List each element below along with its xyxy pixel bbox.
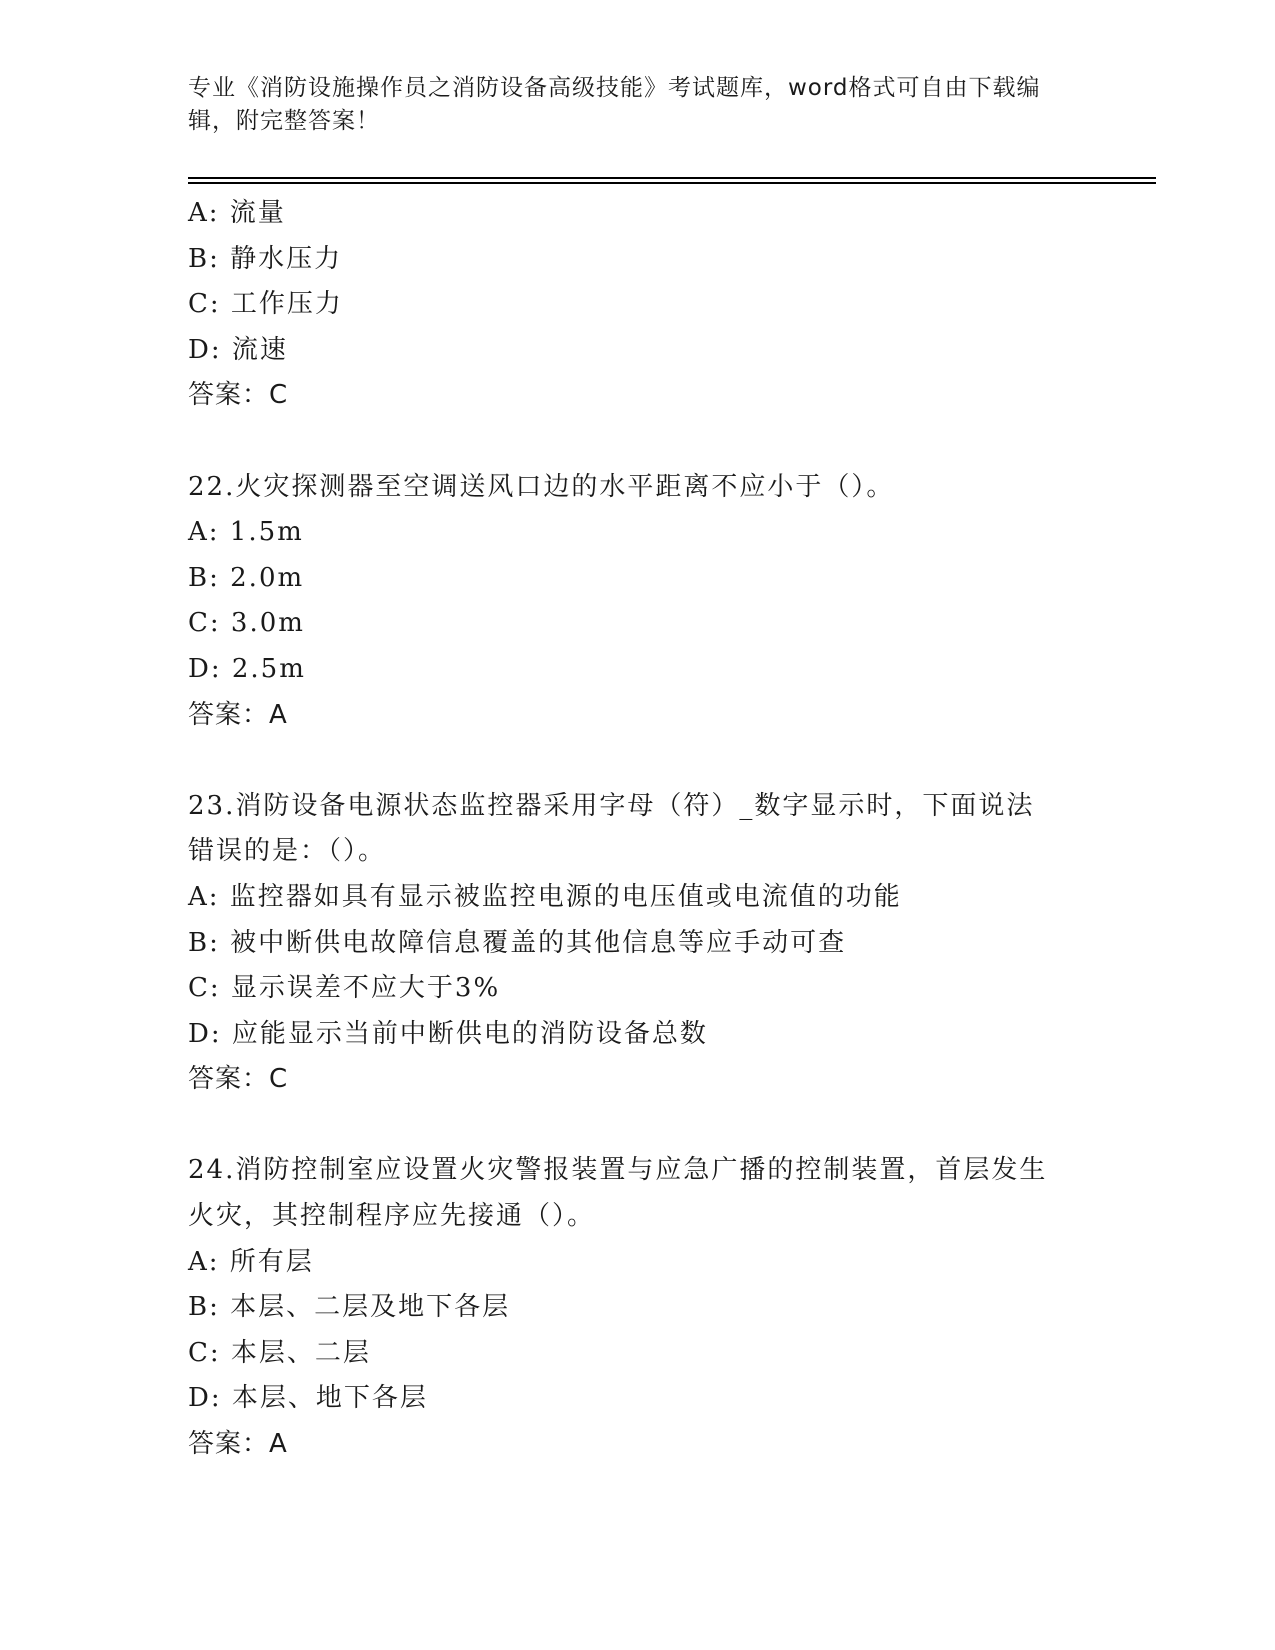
q22-option-a: A: 1.5m	[188, 517, 304, 548]
question-list	[188, 191, 1088, 1468]
spacer	[188, 1103, 1088, 1149]
q23-option-a: A: 监控器如具有显示被监控电源的电压值或电流值的功能	[188, 881, 902, 912]
q22-option-d: D: 2.5m	[188, 653, 306, 684]
question-21	[188, 191, 1088, 419]
q23-option-c: C: 显示误差不应大于3%	[188, 973, 501, 1004]
q22-option-c: C: 3.0m	[188, 608, 305, 639]
question-24	[188, 1148, 1088, 1467]
q21-option-a: A: 流量	[188, 198, 286, 228]
q21-option-b: B: 静水压力	[188, 243, 343, 274]
q24-option-a: A: 所有层	[188, 1246, 314, 1277]
spacer	[188, 738, 1088, 784]
q24-option-c: C: 本层、二层	[188, 1337, 371, 1368]
q21-option-d: D: 流速	[188, 334, 288, 365]
header-divider-bottom	[188, 182, 1156, 184]
q24-option-d: D: 本层、地下各层	[188, 1383, 428, 1414]
q24-answer: 答案：A	[188, 1429, 288, 1460]
q22-option-b: B: 2.0m	[188, 562, 305, 593]
document-header	[188, 72, 1068, 138]
q24-stem-line-2: 火灾，其控制程序应先接通（）。	[188, 1201, 596, 1232]
q22-stem: 22.火灾探测器至空调送风口边的水平距离不应小于（）。	[188, 471, 895, 502]
question-23	[188, 784, 1088, 1103]
question-22	[188, 465, 1088, 739]
q23-option-b: B: 被中断供电故障信息覆盖的其他信息等应手动可查	[188, 927, 847, 958]
header-line-1: 专业《消防设施操作员之消防设备高级技能》考试题库，word格式可自由下载编	[188, 75, 1041, 101]
header-line-2: 辑，附完整答案！	[188, 108, 380, 134]
header-divider-top	[188, 177, 1156, 179]
q21-answer: 答案：C	[188, 380, 289, 411]
q23-stem-line-1: 23.消防设备电源状态监控器采用字母（符）_数字显示时，下面说法	[188, 790, 1035, 821]
q23-answer: 答案：C	[188, 1064, 289, 1095]
q24-stem-line-1: 24.消防控制室应设置火灾警报装置与应急广播的控制装置，首层发生	[188, 1155, 1048, 1186]
q23-stem-line-2: 错误的是：（）。	[188, 836, 387, 867]
q23-option-d: D: 应能显示当前中断供电的消防设备总数	[188, 1018, 708, 1049]
q21-option-c: C: 工作压力	[188, 289, 343, 320]
spacer	[188, 419, 1088, 465]
q22-answer: 答案：A	[188, 699, 288, 730]
q24-option-b: B: 本层、二层及地下各层	[188, 1292, 511, 1323]
